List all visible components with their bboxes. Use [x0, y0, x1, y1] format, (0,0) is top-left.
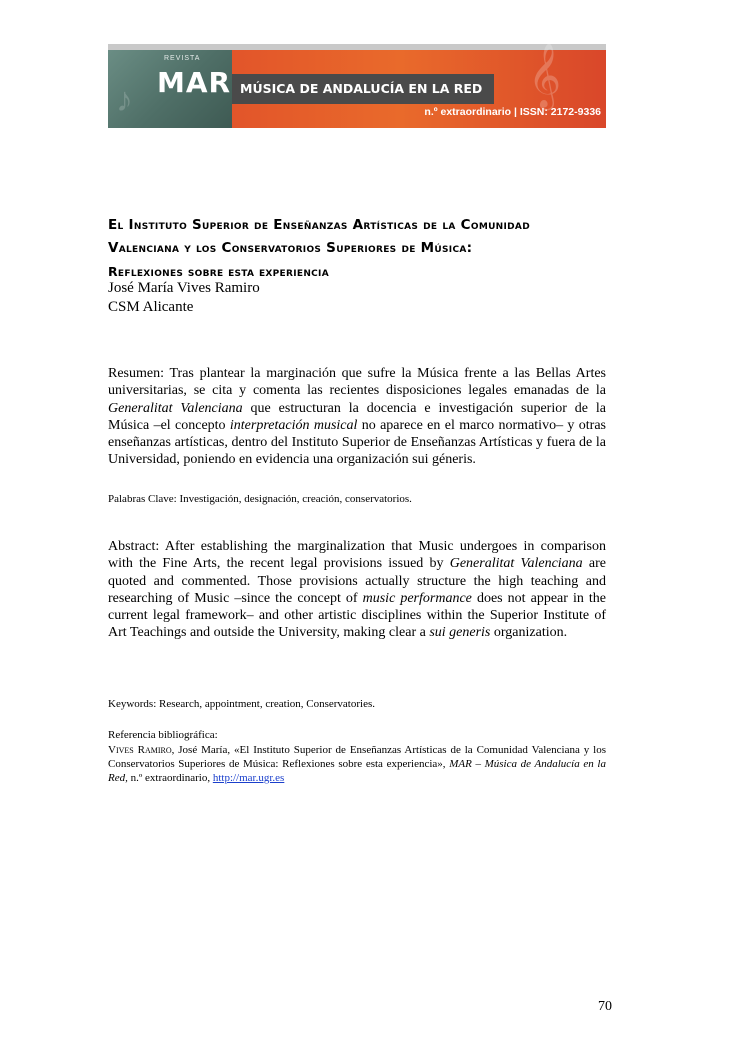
abstract-text-1: After establishing the marginalization that Music undergoes in comparison with the Fine Arts, the recent legal provisions issued by [108, 539, 606, 572]
reference-body [108, 743, 606, 785]
palabras-value: Investigación, designación, creación, conservatorios. [176, 493, 412, 505]
banner-revista: REVISTA [164, 55, 201, 62]
banner-issn: n.º extraordinario | ISSN: 2172-9336 [424, 106, 601, 118]
keywords [108, 697, 606, 711]
resumen-text-3: no aparece en el marco normativo– y otras enseñanzas artísticas, dentro del Instituto Superior de Enseñanzas Artísticas y fuera de la Universidad, poniendo en evidencia una organización sui géneris. [108, 417, 606, 468]
abstract-text-2: are quoted and commented. Those provisions actually structure the high teaching and researching of Music –since the concept of [108, 556, 606, 606]
title-line-1: El Instituto Superior de Enseñanzas Artísticas de la Comunidad [108, 217, 530, 233]
abstract-italic-3: sui generis [429, 625, 491, 641]
reference-author: Vives Ramiro [108, 744, 172, 756]
resumen-italic-1: Generalitat Valenciana [108, 400, 243, 416]
abstract-italic-1: Generalitat Valenciana [449, 556, 583, 572]
resumen-label: Resumen: [108, 366, 164, 381]
journal-banner [108, 44, 606, 128]
title-line-3: Reflexiones sobre esta experiencia [108, 264, 329, 279]
resumen-italic-2: interpretación musical [229, 417, 358, 433]
resumen-text-1: Tras plantear la marginación que sufre la Música frente a las Bellas Artes universitarias, se cita y comenta las recientes disposiciones legales emanadas de la [108, 366, 606, 399]
article-author: José María Vives Ramiro [108, 280, 260, 296]
resumen-paragraph [108, 365, 606, 469]
abstract-label: Abstract: [108, 539, 160, 554]
keywords-value: Research, appointment, creation, Conservatories. [156, 698, 375, 710]
treble-clef-icon: 𝄞 [528, 45, 562, 107]
palabras-clave [108, 492, 606, 506]
keywords-label: Keywords: [108, 698, 157, 710]
page-number: 70 [598, 999, 612, 1014]
title-line-2: Valenciana y los Conservatorios Superiores de Música: [108, 240, 473, 256]
reference-text-2: n.º extraordinario, [127, 772, 213, 784]
abstract-text-4: organization. [490, 625, 568, 641]
resumen-text-2: que estructuran la docencia e investigación superior de la Música –el concepto [108, 400, 606, 433]
music-note-icon: ♪ [116, 82, 133, 119]
banner-title: MÚSICA DE ANDALUCÍA EN LA RED [240, 81, 483, 96]
reference-heading: Referencia bibliográfica: [108, 729, 218, 741]
banner-logo-mar: MAR [157, 66, 232, 99]
reference-link[interactable]: http://mar.ugr.es [212, 772, 285, 784]
article-affiliation: CSM Alicante [108, 299, 194, 315]
abstract-paragraph [108, 538, 606, 642]
article-title [108, 214, 606, 283]
reference-journal: MAR – Música de Andalucía en la Red, [108, 758, 606, 784]
reference-text-1: , José María, «El Instituto Superior de Enseñanzas Artísticas de la Comunidad Valenciana y los Conservatorios Superiores de Música: Reflexiones sobre esta experiencia», [108, 744, 606, 770]
abstract-text-3: does not appear in the current legal framework– and other artistic disciplines within the Superior Institute of Art Teachings and outside the University, making clear a [108, 590, 607, 641]
palabras-label: Palabras Clave: [108, 493, 177, 505]
abstract-italic-2: music performance [362, 590, 472, 606]
